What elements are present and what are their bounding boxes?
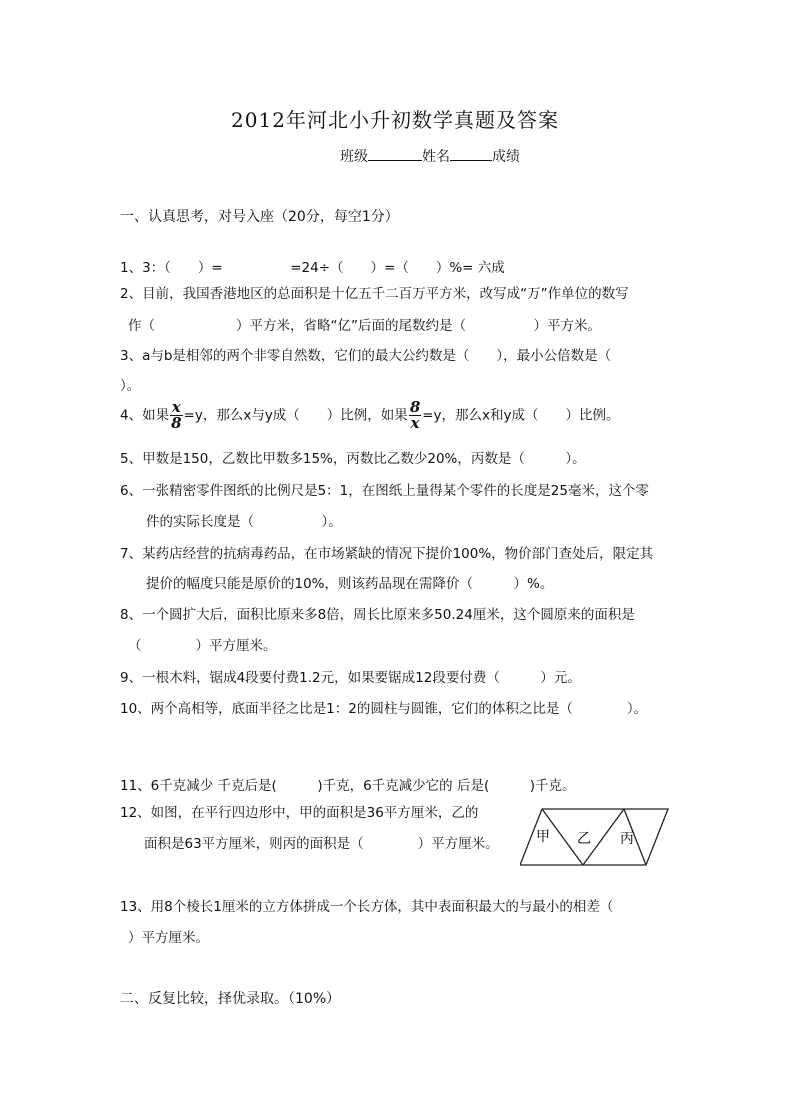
question-9: 9、一根木料，锯成4段要付费1.2元，如果要锯成12段要付费（ ）元。 <box>120 670 581 686</box>
question-6-line-1: 6、一张精密零件图纸的比例尺是5：1，在图纸上量得某个零件的长度是25毫米，这个零 <box>120 483 649 499</box>
name-label: 姓名 <box>422 149 450 165</box>
question-4-part-1: 4、如果 <box>120 407 170 424</box>
question-12-line-1: 12、如图，在平行四边形中，甲的面积是36平方厘米，乙的 <box>120 805 479 821</box>
question-11: 11、6千克减少 千克后是( )千克，6千克减少它的 后是( )千克。 <box>120 778 576 794</box>
question-7-line-2: 提价的幅度只能是原价的10%，则该药品现在需降价（ ）%。 <box>146 576 554 592</box>
class-label: 班级 <box>340 149 368 165</box>
question-1: 1、3：（ ）= =24÷（ ）=（ ）%= 六成 <box>120 260 505 276</box>
question-2-line-1: 2、目前，我国香港地区的总面积是十亿五千二百万平方米，改写成“万”作单位的数写 <box>120 286 629 302</box>
question-12-line-2: 面积是63平方厘米，则丙的面积是（ ）平方厘米。 <box>144 836 499 852</box>
class-blank <box>368 148 422 161</box>
question-3-line-1: 3、a与b是相邻的两个非零自然数，它们的最大公约数是（ ），最小公倍数是（ <box>120 348 612 364</box>
question-7-line-1: 7、某药店经营的抗病毒药品，在市场紧缺的情况下提价100%，物价部门查处后，限定其 <box>120 546 654 562</box>
question-4 <box>120 400 620 431</box>
score-label: 成绩 <box>492 149 520 165</box>
question-8-line-1: 8、一个圆扩大后，面积比原来多8倍，周长比原来多50.24厘米，这个圆原来的面积是 <box>120 607 635 623</box>
fraction-8-over-x: $\frac{8}{x}$ <box>409 398 421 432</box>
question-4-part-3: =y，那么x和y成（ ）比例。 <box>422 407 620 424</box>
name-blank <box>450 148 492 161</box>
page-title: 2012年河北小升初数学真题及答案 <box>231 108 559 132</box>
student-info-line <box>340 146 520 166</box>
question-13-line-2: ）平方厘米。 <box>128 930 209 946</box>
question-8-line-2: （ ）平方厘米。 <box>128 638 277 654</box>
question-10: 10、两个高相等，底面半径之比是1：2的圆柱与圆锥，它们的体积之比是（ ）。 <box>120 701 648 717</box>
figure-label-yi: 乙 <box>577 831 591 847</box>
question-4-part-2: =y，那么x与y成（ ）比例，如果 <box>183 407 408 424</box>
fraction-x-over-8: $\frac{x}{8}$ <box>171 398 182 432</box>
question-2-line-2: 作（ ）平方米，省略“亿”后面的尾数约是（ ）平方米。 <box>128 318 601 334</box>
question-6-line-2: 件的实际长度是（ ）。 <box>146 514 342 530</box>
question-5: 5、甲数是150，乙数比甲数多15%，丙数比乙数少20%，丙数是（ ）。 <box>120 451 586 467</box>
section-1-heading: 一、认真思考，对号入座（20分，每空1分） <box>120 209 399 225</box>
figure-label-bing: 丙 <box>620 831 634 847</box>
figure-label-jia: 甲 <box>536 829 550 845</box>
parallelogram-figure <box>520 806 670 868</box>
question-13-line-1: 13、用8个棱长1厘米的立方体拼成一个长方体，其中表面积最大的与最小的相差（ <box>120 899 614 915</box>
question-3-line-2: ）。 <box>120 378 141 394</box>
section-2-heading: 二、反复比较，择优录取。（10%） <box>120 991 341 1007</box>
